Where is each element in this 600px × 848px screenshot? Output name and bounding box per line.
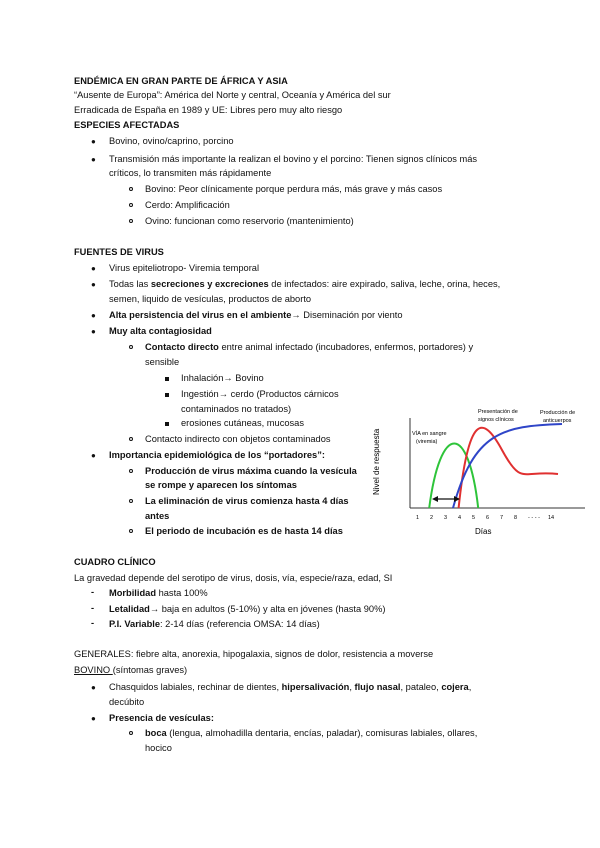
bullet-icon: ● (91, 137, 96, 146)
bullet-icon: ● (91, 451, 96, 460)
x-tick-label: 2 (430, 515, 434, 521)
intro-line-2: Erradicada de España en 1989 y UE: Libres pero muy alto riesgo (74, 105, 343, 115)
portadores-2-line-1: La eliminación de virus comienza hasta 4 días (145, 496, 349, 506)
square-bullet-icon (165, 422, 169, 426)
dash-bullet-icon: - (91, 618, 95, 628)
x-tick-label: 8 (514, 515, 518, 521)
annotation-anticuerpos-line-2: anticuerpos (543, 418, 572, 424)
square-bullet-icon (165, 393, 169, 397)
x-tick-label: 4 (458, 515, 462, 521)
portadores-1-line-1: Producción de virus máxima cuando la vesícula (145, 466, 357, 476)
x-tick-label: 6 (486, 515, 490, 521)
bullet-icon: ● (91, 714, 96, 723)
contacto-indirecto: Contacto indirecto con objetos contaminados (145, 434, 331, 444)
bullet-icon: ● (91, 264, 96, 273)
fuentes-bullet-2-line-1: Todas las secreciones y excreciones de infectados: aire expirado, saliva, leche, orina, heces, (109, 279, 501, 289)
especies-bullet-1: Bovino, ovino/caprino, porcino (109, 136, 234, 146)
annotation-signos-line-1: Presentación de (478, 409, 518, 415)
bovino-bullet-1-line-1: Chasquidos labiales, rechinar de dientes, hipersalivación, flujo nasal, pataleo, cojera, (109, 682, 472, 692)
x-tick-label: 1 (416, 515, 420, 521)
portadores-3: El periodo de incubación es de hasta 14 días (145, 526, 343, 536)
circle-bullet-icon (129, 203, 133, 207)
via-inhalacion: Inhalación→ Bovino (181, 373, 264, 383)
x-tick-label: 3 (444, 515, 448, 521)
annotation-signos-line-2: signos clínicos (478, 417, 514, 423)
especies-bullet-2-line-2: críticos, lo transmiten más rápidamente (109, 168, 272, 178)
especies-sub-1: Bovino: Peor clínicamente porque perdura más, más grave y más casos (145, 184, 443, 194)
annotation-viremia-line-1: VÍA en sangre (412, 431, 447, 437)
via-ingestion-line-2: contaminados no tratados) (181, 404, 292, 414)
morbilidad: Morbilidad hasta 100% (109, 588, 208, 598)
via-erosiones: erosiones cutáneas, mucosas (181, 418, 304, 428)
bullet-icon: ● (91, 327, 96, 336)
letalidad: Letalidad→ baja en adultos (5-10%) y alta en jóvenes (hasta 90%) (109, 604, 386, 614)
series-line-signos-clinicos (459, 428, 558, 508)
series-line-anticuerpos (453, 424, 562, 508)
chart-y-label: Nivel de respuesta (372, 428, 381, 495)
circle-bullet-icon (129, 731, 133, 735)
contacto-directo-line-2: sensible (145, 357, 180, 367)
section-heading-especies: ESPECIES AFECTADAS (74, 120, 180, 130)
x-tick-label: 7 (500, 515, 504, 521)
generales-line: GENERALES: fiebre alta, anorexia, hipogalaxia, signos de dolor, resistencia a moverse (74, 649, 434, 659)
circle-bullet-icon (129, 219, 133, 223)
arrow-head-left-icon (432, 496, 438, 502)
bullet-icon: ● (91, 683, 96, 692)
dash-bullet-icon: - (91, 603, 95, 613)
dash-bullet-icon: - (91, 587, 95, 597)
intro-line-1: “Ausente de Europa”: América del Norte y central, Oceanía y América del sur (74, 90, 391, 100)
annotation-anticuerpos-line-1: Producción de (540, 410, 576, 416)
x-tick-label: - - - - (528, 515, 540, 521)
section-heading-fuentes: FUENTES DE VIRUS (74, 247, 164, 257)
vesiculas-line-1: boca (lengua, almohadilla dentaria, encías, paladar), comisuras labiales, ollares, (145, 728, 478, 738)
fuentes-bullet-4: Muy alta contagiosidad (109, 326, 212, 336)
circle-bullet-icon (129, 469, 133, 473)
bovino-line: BOVINO (síntomas graves) (74, 665, 188, 675)
section-heading-endemica: ENDÉMICA EN GRAN PARTE DE ÁFRICA Y ASIA (74, 76, 288, 86)
chart-x-label: Días (475, 527, 492, 536)
viral-response-chart (365, 400, 600, 545)
especies-bullet-2-line-1: Transmisión más importante la realizan el bovino y el porcino: Tienen signos clínicos más (109, 154, 478, 164)
section-heading-cuadro-clinico: CUADRO CLÍNICO (74, 557, 156, 567)
contacto-directo-line-1: Contacto directo entre animal infectado (incubadores, enfermos, portadores) y (145, 342, 474, 352)
x-tick-label: 14 (548, 515, 555, 521)
square-bullet-icon (165, 377, 169, 381)
circle-bullet-icon (129, 345, 133, 349)
circle-bullet-icon (129, 437, 133, 441)
cuadro-intro: La gravedad depende del serotipo de virus, dosis, vía, especie/raza, edad, SI (74, 573, 393, 583)
portadores-1-line-2: se rompe y aparecen los síntomas (145, 480, 297, 490)
bullet-icon: ● (91, 155, 96, 164)
bullet-icon: ● (91, 280, 96, 289)
especies-sub-2: Cerdo: Amplificación (145, 200, 230, 210)
especies-sub-3: Ovino: funcionan como reservorio (mantenimiento) (145, 216, 354, 226)
fuentes-bullet-5: Importancia epidemiológica de los “portadores”: (109, 450, 325, 460)
vesiculas-line-2: hocico (145, 743, 172, 753)
portadores-2-line-2: antes (145, 511, 170, 521)
via-ingestion-line-1: Ingestión→ cerdo (Productos cárnicos (181, 389, 339, 399)
circle-bullet-icon (129, 187, 133, 191)
fuentes-bullet-2-line-2: semen, liquido de vesículas, productos de aborto (109, 294, 312, 304)
annotation-viremia-line-2: (viremia) (416, 439, 438, 445)
fuentes-bullet-3: Alta persistencia del virus en el ambiente→ Diseminación por viento (109, 310, 403, 320)
fuentes-bullet-1: Virus epiteliotropo- Viremia temporal (109, 263, 260, 273)
periodo-incubacion: P.I. Variable: 2-14 días (referencia OMSA: 14 días) (109, 619, 320, 629)
x-tick-label: 5 (472, 515, 476, 521)
circle-bullet-icon (129, 529, 133, 533)
circle-bullet-icon (129, 499, 133, 503)
bullet-icon: ● (91, 311, 96, 320)
bovino-bullet-1-line-2: decúbito (109, 697, 145, 707)
bovino-bullet-2: Presencia de vesículas: (109, 713, 214, 723)
